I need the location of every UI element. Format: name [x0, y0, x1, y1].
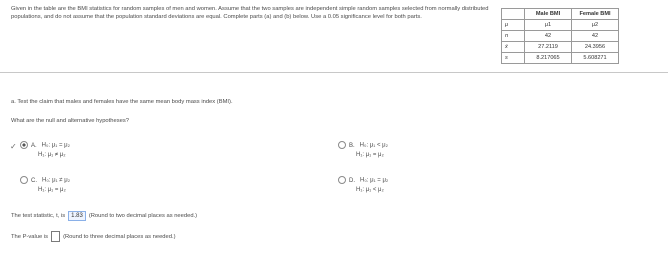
- radio-option-b[interactable]: [338, 141, 346, 149]
- test-statistic-answer[interactable]: 1.83: [68, 211, 86, 221]
- table-cell: μ1: [525, 20, 572, 31]
- option-letter: B.: [349, 142, 355, 149]
- option-h0: H₀: μ₁ = μ₂: [41, 142, 70, 149]
- option-d[interactable]: [338, 176, 388, 195]
- table-cell: 42: [572, 31, 619, 42]
- option-a[interactable]: [20, 141, 70, 160]
- table-header-cell: Female BMI: [572, 9, 619, 20]
- problem-intro: Given in the table are the BMI statistics for random samples of men and women. Assume that the two samples are independent simple random samples selected from normally distributed populations, and do not assume that the population standard deviations are equal. Complete parts (a) and (b) below. Use a 0.05 significance level for both parts.: [11, 6, 489, 20]
- table-cell: 8.217065: [525, 53, 572, 64]
- p-value-line: [11, 231, 176, 242]
- correct-check-icon: ✓: [10, 142, 17, 151]
- table-row-label: n: [502, 31, 525, 42]
- radio-option-d[interactable]: [338, 176, 346, 184]
- table-header-cell: Male BMI: [525, 9, 572, 20]
- hypotheses-question: What are the null and alternative hypotheses?: [11, 118, 129, 124]
- option-h1: H₁: μ₁ = μ₂: [356, 151, 384, 158]
- table-cell: 27.2119: [525, 42, 572, 53]
- test-statistic-line: [11, 211, 197, 221]
- p-value-hint: (Round to three decimal places as needed.): [63, 233, 176, 240]
- bmi-stats-table: [501, 8, 619, 64]
- option-b[interactable]: [338, 141, 388, 160]
- option-letter: C.: [31, 177, 37, 184]
- option-h1: H₁: μ₁ ≠ μ₂: [38, 151, 66, 158]
- test-statistic-hint: (Round to two decimal places as needed.): [88, 213, 198, 219]
- option-c[interactable]: [20, 176, 70, 195]
- table-cell: μ2: [572, 20, 619, 31]
- table-header-cell: [502, 9, 525, 20]
- table-row: [502, 31, 619, 42]
- p-value-input[interactable]: [51, 231, 60, 242]
- option-h0: H₀: μ₁ = μ₂: [360, 177, 389, 184]
- p-value-prefix: The P-value is: [11, 233, 49, 240]
- option-h0: H₀: μ₁ < μ₂: [359, 142, 388, 149]
- table-header-row: [502, 9, 619, 20]
- table-row: [502, 20, 619, 31]
- option-letter: D.: [349, 177, 355, 184]
- table-cell: 24.3956: [572, 42, 619, 53]
- test-statistic-prefix: The test statistic, t, is: [11, 213, 66, 219]
- table-row-label: μ: [502, 20, 525, 31]
- table-row-label: s: [502, 53, 525, 64]
- part-a-text: a. Test the claim that males and females have the same mean body mass index (BMI).: [11, 99, 233, 105]
- table-row: [502, 42, 619, 53]
- table-row: [502, 53, 619, 64]
- table-row-label: x̄: [502, 42, 525, 53]
- table-cell: 5.608271: [572, 53, 619, 64]
- table-cell: 42: [525, 31, 572, 42]
- radio-option-a[interactable]: [20, 141, 28, 149]
- section-divider: [0, 72, 668, 73]
- option-h0: H₀: μ₁ ≠ μ₂: [42, 177, 71, 184]
- option-letter: A.: [31, 142, 37, 149]
- option-h1: H₁: μ₁ < μ₂: [356, 186, 384, 193]
- option-h1: H₁: μ₁ = μ₂: [38, 186, 66, 193]
- radio-option-c[interactable]: [20, 176, 28, 184]
